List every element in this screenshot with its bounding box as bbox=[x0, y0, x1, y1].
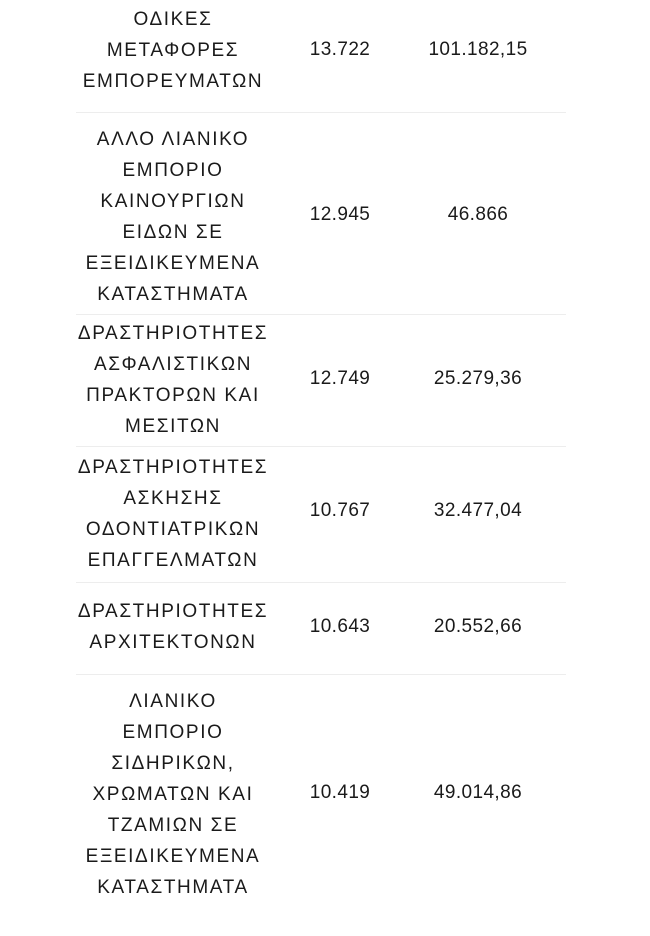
business-count: 12.945 bbox=[309, 204, 371, 225]
activity-line: ΕΞΕΙΔΙΚΕΥΜΕΝΑ bbox=[85, 846, 261, 867]
table-row bbox=[0, 596, 650, 658]
table-row bbox=[0, 318, 650, 442]
amount-value: 49.014,86 bbox=[433, 782, 523, 803]
activity-name bbox=[58, 124, 288, 310]
row-divider bbox=[76, 446, 566, 447]
activity-line: ΤΖΑΜΙΩΝ ΣΕ bbox=[107, 815, 239, 836]
activity-line: ΑΡΧΙΤΕΚΤΟΝΩΝ bbox=[89, 632, 257, 653]
activity-line: ΔΡΑΣΤΗΡΙΟΤΗΤΕΣ bbox=[77, 601, 269, 622]
activity-line: ΑΛΛΟ ΛΙΑΝΙΚΟ bbox=[96, 129, 250, 150]
business-count: 10.419 bbox=[309, 782, 371, 803]
row-divider bbox=[76, 112, 566, 113]
amount-value: 32.477,04 bbox=[433, 500, 523, 521]
table-row bbox=[0, 452, 650, 576]
activity-name bbox=[58, 4, 288, 97]
activity-line: ΣΙΔΗΡΙΚΩΝ, bbox=[111, 753, 235, 774]
business-count: 10.643 bbox=[309, 616, 371, 637]
activity-line: ΛΙΑΝΙΚΟ bbox=[129, 691, 217, 712]
activity-line: ΚΑΤΑΣΤΗΜΑΤΑ bbox=[97, 284, 249, 305]
activity-line: ΕΙΔΩΝ ΣΕ bbox=[122, 222, 224, 243]
table-row bbox=[0, 124, 650, 310]
amount-value: 46.866 bbox=[447, 204, 509, 225]
amount-value: 101.182,15 bbox=[428, 39, 528, 60]
business-count: 13.722 bbox=[309, 39, 371, 60]
activity-name bbox=[58, 686, 288, 903]
business-count: 12.749 bbox=[309, 368, 371, 389]
activity-line: ΜΕΣΙΤΩΝ bbox=[125, 416, 221, 437]
activity-line: ΔΡΑΣΤΗΡΙΟΤΗΤΕΣ bbox=[77, 457, 269, 478]
activity-name bbox=[58, 596, 288, 658]
activity-name bbox=[58, 318, 288, 442]
activity-name bbox=[58, 452, 288, 576]
activity-line: ΚΑΙΝΟΥΡΓΙΩΝ bbox=[100, 191, 246, 212]
activity-line: ΟΔΙΚΕΣ bbox=[133, 9, 213, 30]
activity-line: ΜΕΤΑΦΟΡΕΣ bbox=[106, 40, 240, 61]
table-row bbox=[0, 4, 650, 96]
row-divider bbox=[76, 674, 566, 675]
activity-line: ΧΡΩΜΑΤΩΝ ΚΑΙ bbox=[92, 784, 254, 805]
activity-line: ΑΣΚΗΣΗΣ bbox=[123, 488, 223, 509]
amount-value: 25.279,36 bbox=[433, 368, 523, 389]
row-divider bbox=[76, 314, 566, 315]
row-divider bbox=[76, 582, 566, 583]
table-row bbox=[0, 686, 650, 903]
activity-line: ΠΡΑΚΤΟΡΩΝ ΚΑΙ bbox=[86, 385, 260, 406]
activity-line: ΚΑΤΑΣΤΗΜΑΤΑ bbox=[97, 877, 249, 898]
activity-line: ΑΣΦΑΛΙΣΤΙΚΩΝ bbox=[93, 354, 253, 375]
activity-line: ΕΜΠΟΡΙΟ bbox=[122, 160, 224, 181]
business-count: 10.767 bbox=[309, 500, 371, 521]
amount-value: 20.552,66 bbox=[433, 616, 523, 637]
activity-line: ΔΡΑΣΤΗΡΙΟΤΗΤΕΣ bbox=[77, 323, 269, 344]
activity-line: ΕΠΑΓΓΕΛΜΑΤΩΝ bbox=[87, 550, 259, 571]
activity-line: ΟΔΟΝΤΙΑΤΡΙΚΩΝ bbox=[85, 519, 261, 540]
activity-line: ΕΜΠΟΡΕΥΜΑΤΩΝ bbox=[82, 71, 264, 92]
activity-line: ΕΞΕΙΔΙΚΕΥΜΕΝΑ bbox=[85, 253, 261, 274]
activity-line: ΕΜΠΟΡΙΟ bbox=[122, 722, 224, 743]
